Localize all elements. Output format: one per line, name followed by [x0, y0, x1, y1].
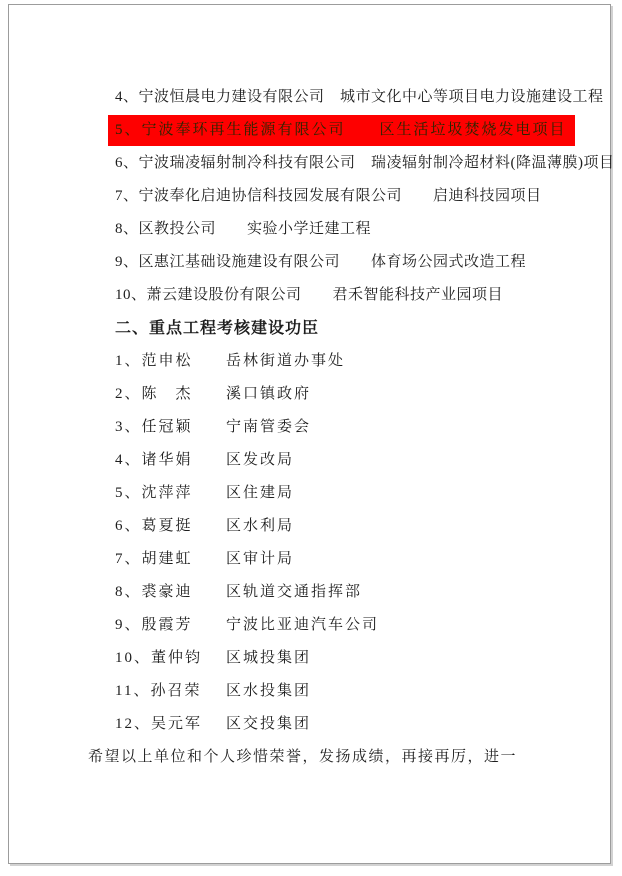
person-org: 区发改局 [226, 452, 295, 468]
person-left [115, 444, 226, 477]
person-org: 区审计局 [226, 551, 295, 567]
person-row [115, 609, 610, 642]
project-line: 6、宁波瑞凌辐射制冷科技有限公司 瑞凌辐射制冷超材料(降温薄膜)项目 [115, 155, 615, 171]
person-name: 诸华娟 [141, 452, 193, 468]
person-left [115, 345, 226, 378]
person-name: 孙召荣 [150, 683, 202, 699]
person-row [115, 477, 610, 510]
person-org: 岳林街道办事处 [226, 353, 346, 369]
project-line: 8、区教投公司 实验小学迁建工程 [115, 221, 372, 237]
person-number: 9、 [115, 617, 142, 633]
person-name: 任冠颖 [141, 419, 193, 435]
person-org: 区交投集团 [226, 716, 312, 732]
person-number: 8、 [115, 584, 142, 600]
person-number: 10、 [115, 650, 152, 666]
person-org: 区城投集团 [226, 650, 312, 666]
person-name: 吴元军 [151, 716, 203, 732]
person-name: 葛夏挺 [141, 518, 193, 534]
person-org: 宁南管委会 [226, 419, 312, 435]
person-left [115, 708, 226, 741]
person-number: 2、 [115, 386, 142, 402]
person-left [115, 576, 226, 609]
person-left [115, 477, 226, 510]
person-row [115, 444, 610, 477]
person-org: 区水投集团 [226, 683, 312, 699]
project-line: 10、萧云建设股份有限公司 君禾智能科技产业园项目 [115, 287, 504, 303]
person-left [115, 510, 226, 543]
person-row [115, 708, 610, 741]
person-row [115, 675, 610, 708]
document-page [8, 4, 615, 864]
closing-paragraph: 希望以上单位和个人珍惜荣誉，发扬成绩，再接再厉，进一 [88, 749, 518, 765]
person-org: 宁波比亚迪汽车公司 [226, 617, 380, 633]
person-left [115, 609, 226, 642]
person-name: 沈萍萍 [141, 485, 193, 501]
person-org: 区轨道交通指挥部 [226, 584, 363, 600]
person-left [115, 675, 226, 708]
person-row [115, 510, 610, 543]
highlighted-project-row [108, 114, 610, 147]
person-number: 6、 [115, 518, 142, 534]
highlighted-project-line: 5、宁波奉环再生能源有限公司 区生活垃圾焚烧发电项目 [108, 115, 575, 147]
person-row [115, 411, 610, 444]
project-line: 7、宁波奉化启迪协信科技园发展有限公司 启迪科技园项目 [115, 188, 542, 204]
person-left [115, 543, 226, 576]
person-name: 裘豪迪 [141, 584, 193, 600]
person-org: 区水利局 [226, 518, 295, 534]
person-org: 区住建局 [226, 485, 295, 501]
person-name: 胡建虹 [141, 551, 193, 567]
person-row [115, 576, 610, 609]
person-row [115, 378, 610, 411]
person-number: 1、 [115, 353, 142, 369]
person-number: 3、 [115, 419, 142, 435]
person-row [115, 345, 610, 378]
person-number: 4、 [115, 452, 142, 468]
person-left [115, 411, 226, 444]
project-line: 9、区惠江基础设施建设有限公司 体育场公园式改造工程 [115, 254, 527, 270]
person-number: 7、 [115, 551, 142, 567]
person-left [115, 642, 226, 675]
person-number: 5、 [115, 485, 142, 501]
person-number: 11、 [115, 683, 151, 699]
person-name: 殷霞芳 [141, 617, 193, 633]
section-heading: 二、重点工程考核建设功臣 [115, 320, 320, 337]
person-row [115, 543, 610, 576]
person-row [115, 642, 610, 675]
person-name: 范申松 [141, 353, 193, 369]
person-number: 12、 [115, 716, 152, 732]
document-body [9, 5, 615, 774]
person-org: 溪口镇政府 [226, 386, 312, 402]
person-name: 陈 杰 [141, 386, 193, 402]
person-left [115, 378, 226, 411]
person-name: 董仲钧 [151, 650, 203, 666]
project-line: 4、宁波恒晨电力建设有限公司 城市文化中心等项目电力设施建设工程 [115, 89, 604, 105]
